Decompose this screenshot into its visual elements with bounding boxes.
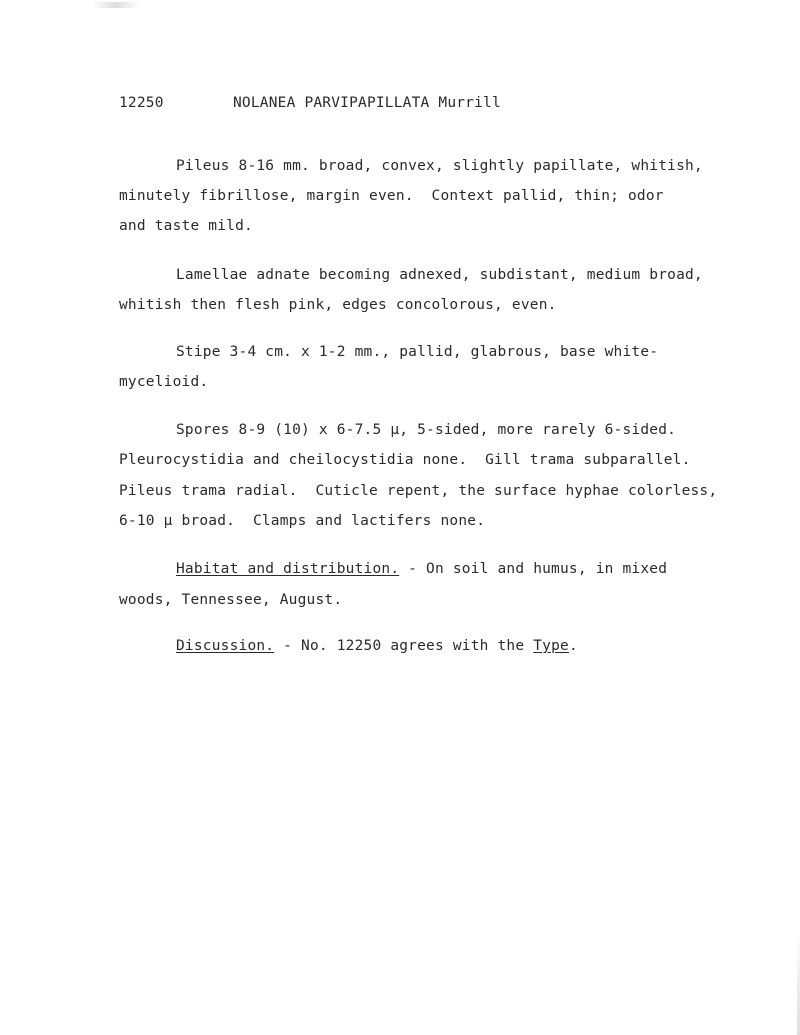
spores-line-2: Pleurocystidia and cheilocystidia none. Gill trama subparallel.	[119, 452, 691, 468]
spores-line-3: Pileus trama radial. Cuticle repent, the surface hyphae colorless,	[119, 483, 718, 499]
habitat-line-1	[176, 560, 667, 578]
pileus-line-1: Pileus 8-16 mm. broad, convex, slightly papillate, whitish,	[176, 158, 703, 174]
species-title: NOLANEA PARVIPAPILLATA Murrill	[233, 95, 501, 111]
discussion-heading: Discussion.	[176, 638, 275, 654]
habitat-text-1: - On soil and humus, in mixed	[399, 561, 668, 577]
discussion-line	[176, 637, 578, 655]
lamellae-line-2: whitish then flesh pink, edges concolorous, even.	[119, 297, 557, 313]
specimen-number: 12250	[119, 95, 164, 111]
discussion-text: - No. 12250 agrees with the	[274, 638, 534, 654]
type-word: Type	[533, 638, 569, 654]
stipe-line-1: Stipe 3-4 cm. x 1-2 mm., pallid, glabrous, base white-	[176, 344, 659, 360]
discussion-end: .	[568, 638, 578, 654]
habitat-text-2: woods, Tennessee, August.	[119, 592, 343, 608]
stipe-line-2: mycelioid.	[119, 374, 209, 390]
habitat-heading: Habitat and distribution.	[176, 561, 400, 577]
scan-smudge	[92, 2, 140, 8]
spores-line-1: Spores 8-9 (10) x 6-7.5 µ, 5-sided, more rarely 6-sided.	[176, 422, 677, 438]
spores-line-4: 6-10 µ broad. Clamps and lactifers none.	[119, 513, 486, 529]
pileus-line-3: and taste mild.	[119, 218, 253, 234]
lamellae-line-1: Lamellae adnate becoming adnexed, subdistant, medium broad,	[176, 267, 703, 283]
pileus-line-2: minutely fibrillose, margin even. Context pallid, thin; odor	[119, 188, 664, 204]
